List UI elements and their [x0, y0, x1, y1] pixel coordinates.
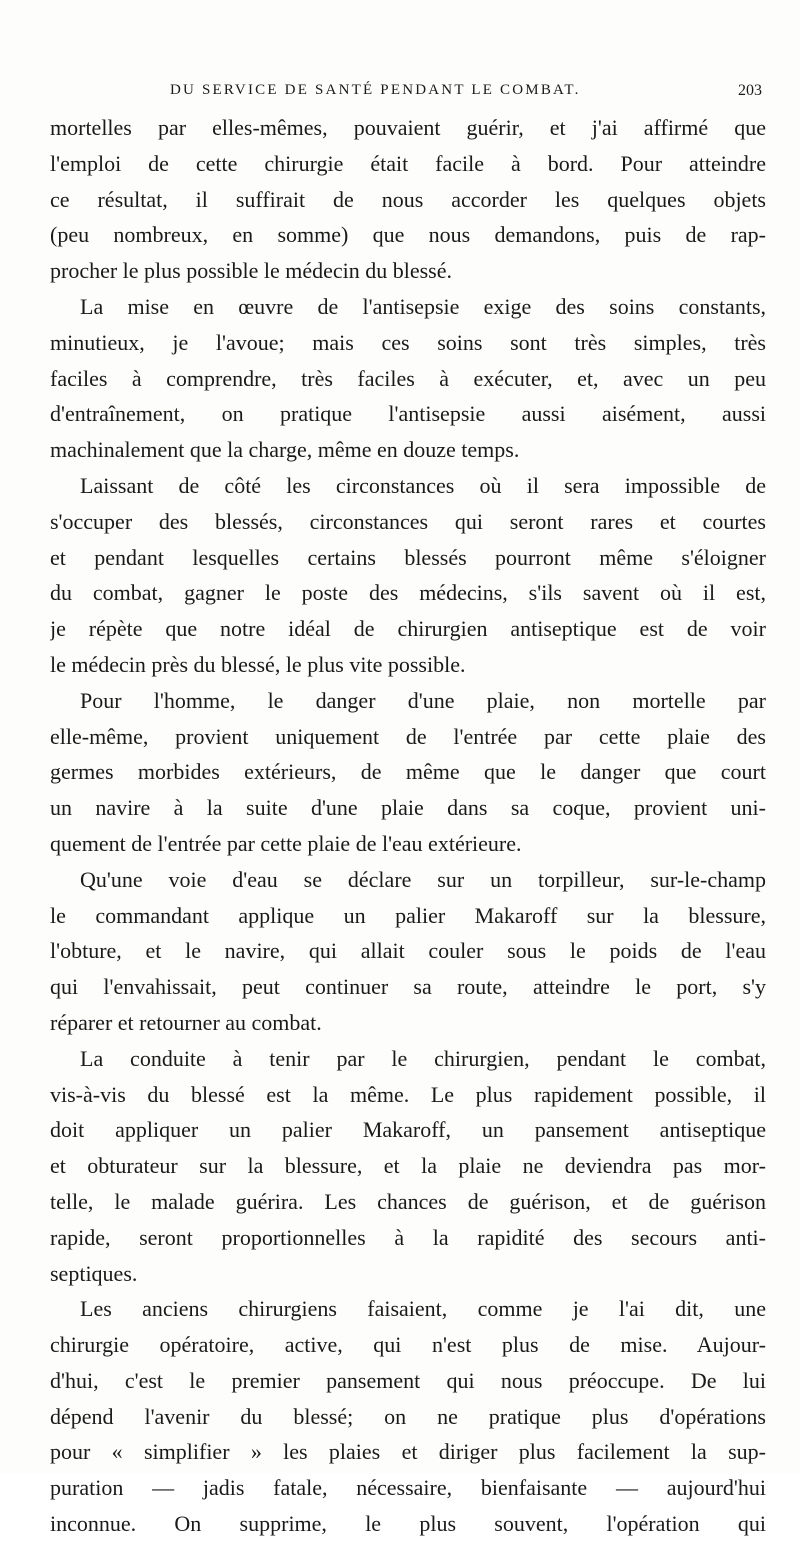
page-number: 203 [738, 82, 762, 99]
text-line: le commandant applique un palier Makaroff sur la blessure, [50, 902, 766, 928]
text-line: Qu'une voie d'eau se déclare sur un torpilleur, sur-le-champ [80, 866, 766, 892]
text-line: mortelles par elles-mêmes, pouvaient guérir, et j'ai affirmé que [50, 115, 766, 140]
text-line: pour « simplifier » les plaies et diriger plus facilement la sup- [50, 1439, 766, 1465]
text-line: le médecin près du blessé, le plus vite possible. [50, 651, 466, 677]
text-line: je répète que notre idéal de chirurgien antiseptique est de voir [50, 616, 766, 642]
text-line: d'entraînement, on pratique l'antisepsie aussi aisément, aussi [50, 401, 766, 427]
text-line: chirurgie opératoire, active, qui n'est plus de mise. Aujour- [50, 1332, 766, 1358]
text-line: elle-même, provient uniquement de l'entrée par cette plaie des [50, 723, 766, 749]
text-line: machinalement que la charge, même en douze temps. [50, 437, 520, 463]
text-line: d'hui, c'est le premier pansement qui nous préoccupe. De lui [50, 1367, 766, 1393]
text-line: vis-à-vis du blessé est la même. Le plus rapidement possible, il [50, 1081, 766, 1107]
text-line: s'occuper des blessés, circonstances qui seront rares et courtes [50, 508, 766, 534]
text-line: rapide, seront proportionnelles à la rapidité des secours anti- [50, 1224, 766, 1250]
text-line: doit appliquer un palier Makaroff, un pansement antiseptique [50, 1117, 766, 1143]
text-line: puration — jadis fatale, nécessaire, bienfaisante — aujourd'hui [50, 1475, 766, 1501]
running-title: DU SERVICE DE SANTÉ PENDANT LE COMBAT. [170, 82, 581, 98]
text-line: Pour l'homme, le danger d'une plaie, non mortelle par [80, 687, 766, 713]
text-line: septiques. [50, 1260, 138, 1286]
text-line: faciles à comprendre, très faciles à exécuter, et, avec un peu [50, 365, 766, 391]
text-line: ce résultat, il suffirait de nous accorder les quelques objets [50, 186, 766, 212]
text-line: du combat, gagner le poste des médecins, s'ils savent où il est, [50, 580, 766, 606]
text-line: telle, le malade guérira. Les chances de guérison, et de guérison [50, 1188, 766, 1214]
text-line: inconnue. On supprime, le plus souvent, l'opération qui [50, 1511, 766, 1537]
text-line: (peu nombreux, en somme) que nous demandons, puis de rap- [50, 222, 766, 248]
text-line: et pendant lesquelles certains blessés pourront même s'éloigner [50, 544, 766, 570]
running-head [50, 70, 762, 110]
text-line: l'obture, et le navire, qui allait couler sous le poids de l'eau [50, 938, 766, 964]
text-line: Laissant de côté les circonstances où il sera impossible de [80, 472, 766, 498]
text-line: réparer et retourner au combat. [50, 1009, 322, 1035]
text-line: dépend l'avenir du blessé; on ne pratique plus d'opérations [50, 1403, 766, 1429]
text-line: l'emploi de cette chirurgie était facile à bord. Pour atteindre [50, 150, 766, 176]
text-line: La mise en œuvre de l'antisepsie exige des soins constants, [80, 293, 766, 319]
text-line: un navire à la suite d'une plaie dans sa coque, provient uni- [50, 795, 766, 821]
text-line: et obturateur sur la blessure, et la plaie ne deviendra pas mor- [50, 1153, 766, 1179]
text-line: quement de l'entrée par cette plaie de l'eau extérieure. [50, 830, 522, 856]
body-text [50, 110, 766, 1542]
text-line: germes morbides extérieurs, de même que le danger que court [50, 759, 766, 785]
text-line: La conduite à tenir par le chirurgien, pendant le combat, [80, 1045, 766, 1071]
text-line: Les anciens chirurgiens faisaient, comme je l'ai dit, une [80, 1296, 766, 1322]
text-line: procher le plus possible le médecin du blessé. [50, 258, 453, 284]
text-line: minutieux, je l'avoue; mais ces soins sont très simples, très [50, 329, 766, 355]
text-line: qui l'envahissait, peut continuer sa route, atteindre le port, s'y [50, 974, 766, 1000]
